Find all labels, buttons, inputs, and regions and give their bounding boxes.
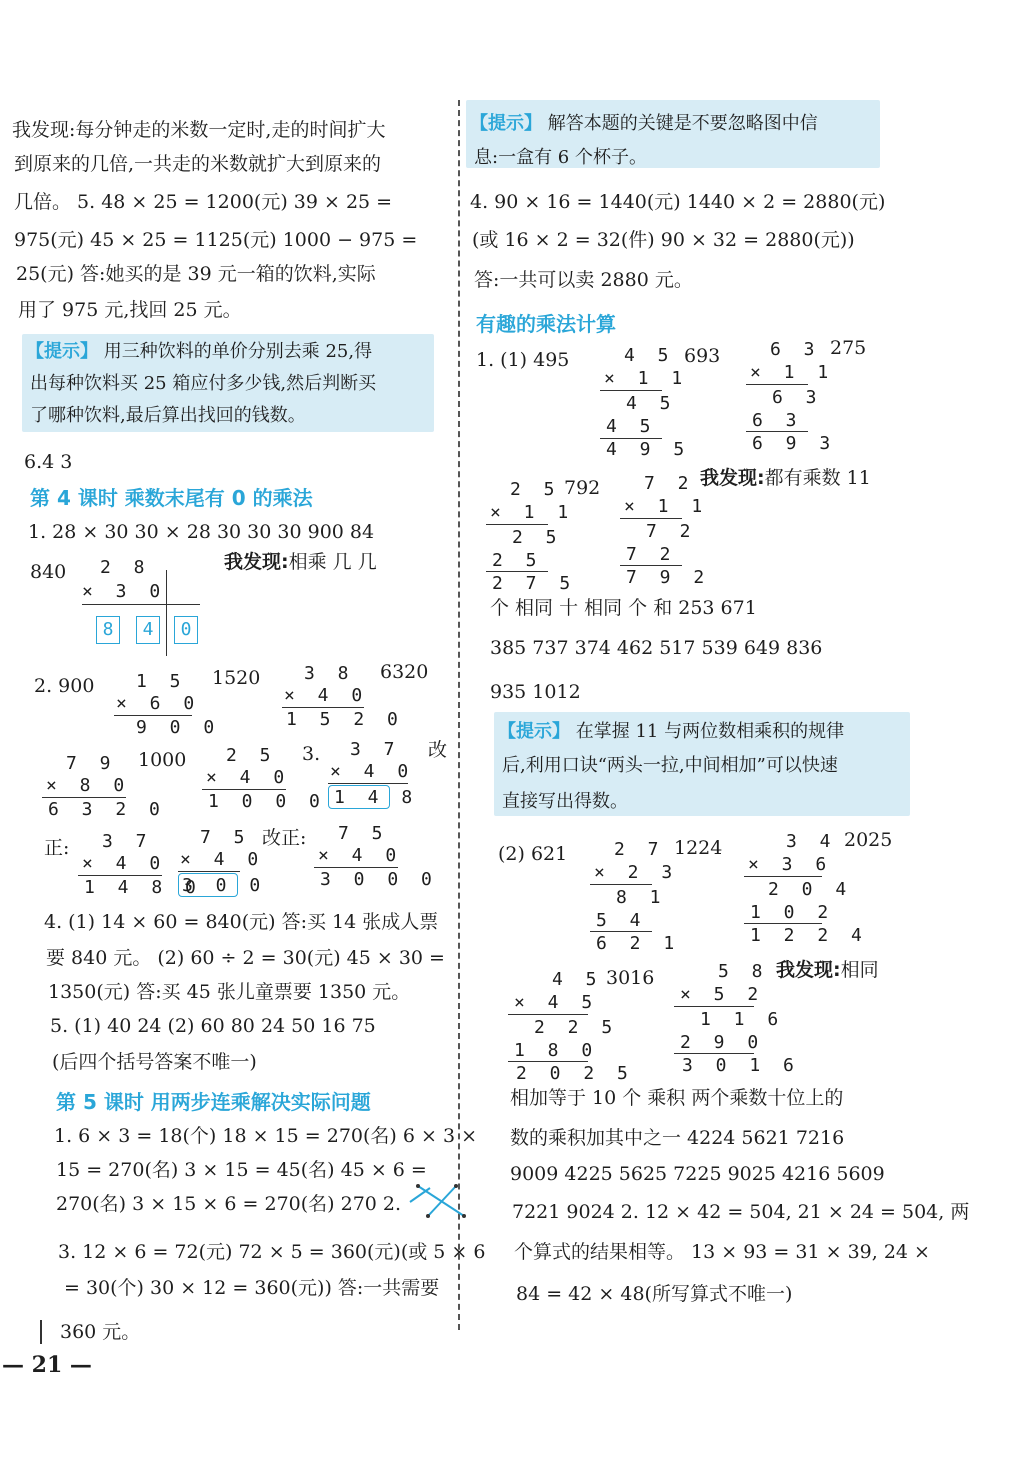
answer-line: 275 — [830, 337, 867, 359]
calc-rule — [486, 524, 548, 525]
vertical-calc: 7 5 — [200, 827, 251, 848]
vertical-calc: 6 3 — [752, 410, 803, 431]
vertical-calc: 1 4 8 0 — [84, 877, 202, 898]
vertical-calc: 3 0 0 — [182, 875, 267, 896]
digit-box: 8 — [96, 616, 120, 644]
vertical-calc: × 4 0 — [82, 853, 167, 874]
question-number: 3. — [302, 743, 321, 765]
page-number: — 21 — — [2, 1352, 92, 1378]
vertical-calc: 6 2 1 — [596, 933, 681, 954]
calc-rule — [600, 390, 662, 391]
text-line: 到原来的几倍,一共走的米数就扩大到原来的 — [14, 153, 382, 175]
vertical-calc: 7 9 — [66, 753, 117, 774]
answer-line: 385 737 374 462 517 539 649 836 — [490, 637, 823, 659]
section-title: 第 5 课时 用两步连乘解决实际问题 — [56, 1090, 371, 1114]
answer-line: 要 840 元。 (2) 60 ÷ 2 = 30(元) 45 × 30 = — [46, 947, 445, 969]
vertical-calc: 1 0 0 0 — [208, 791, 326, 812]
vertical-calc: 3 0 0 0 — [320, 869, 438, 890]
vertical-calc: 5 8 — [718, 961, 769, 982]
vertical-calc: 4 5 — [552, 969, 603, 990]
answer-line: 相加等于 10 个 乘积 两个乘数十位上的 — [510, 1087, 844, 1109]
vertical-calc: 9 0 0 — [136, 717, 221, 738]
answer-line: (后四个括号答案不唯一) — [52, 1051, 257, 1073]
hint-tag: 【提示】 — [26, 341, 98, 362]
answer-line: 792 — [564, 477, 601, 499]
vertical-calc: × 1 1 — [750, 362, 835, 383]
vertical-calc: 3 7 — [102, 831, 153, 852]
finding-text: 相同 — [840, 959, 879, 981]
hint-text: 在掌握 11 与两位数相乘积的规律 — [570, 721, 845, 742]
hint-tag: 【提示】 — [498, 721, 570, 742]
vertical-calc: 7 5 — [338, 823, 389, 844]
vertical-calc: 1 5 — [136, 671, 187, 692]
answer-line: 270(名) 3 × 15 × 6 = 270(名) 270 2. — [56, 1193, 402, 1215]
vertical-calc: 2 5 — [512, 527, 563, 548]
vertical-calc: 1 1 6 — [700, 1009, 785, 1030]
answer-line: 4. (1) 14 × 60 = 840(元) 答:买 14 张成人票 — [44, 911, 439, 933]
vertical-calc: × 3 6 — [748, 854, 833, 875]
vertical-calc: 6 9 3 — [752, 433, 837, 454]
vertical-calc: 2 5 — [226, 745, 277, 766]
vertical-calc: 2 5 — [492, 550, 543, 571]
hint-line: 息:一盒有 6 个杯子。 — [474, 147, 647, 168]
answer-line: = 30(个) 30 × 12 = 360(元)) 答:一共需要 — [64, 1277, 440, 1299]
digit-box: 0 — [174, 616, 198, 644]
answer-line: 935 1012 — [490, 681, 581, 703]
answer-line: 改 — [428, 739, 448, 761]
vertical-calc: 2 8 — [100, 557, 151, 578]
answer-line: 693 — [684, 345, 721, 367]
calc-rule — [508, 1014, 588, 1015]
answer-line: 1350(元) 答:买 45 张儿童票要 1350 元。 — [48, 981, 411, 1003]
hint-tag: 【提示】 — [470, 113, 542, 134]
answer-line: 答:一共可以卖 2880 元。 — [474, 269, 693, 291]
answer-line: 3. 12 × 6 = 72(元) 72 × 5 = 360(元)(或 5 × 6 — [58, 1241, 486, 1263]
vertical-calc: 2 2 5 — [534, 1017, 619, 1038]
answer-line: 个算式的结果相等。 13 × 93 = 31 × 39, 24 × — [514, 1241, 930, 1263]
vertical-calc: 3 7 — [350, 739, 401, 760]
text-line: 我发现:每分钟走的米数一定时,走的时间扩大 — [12, 119, 386, 141]
calc-rule — [620, 518, 682, 519]
vertical-calc: 2 7 — [614, 839, 665, 860]
finding-label: 我发现: — [700, 467, 765, 489]
vertical-calc: 2 0 4 — [768, 879, 853, 900]
text-line: 975(元) 45 × 25 = 1125(元) 1000 − 975 = — [14, 229, 418, 251]
hint-line — [498, 720, 844, 744]
text-line: 几倍。 5. 48 × 25 = 1200(元) 39 × 25 = — [14, 191, 393, 213]
vertical-calc: 3 0 1 6 — [682, 1055, 800, 1076]
vertical-calc: 3 4 — [786, 831, 837, 852]
answer-line: 1520 — [212, 667, 261, 689]
text-line: 25(元) 答:她买的是 39 元一箱的饮料,实际 — [16, 263, 376, 285]
vertical-calc: × 2 3 — [594, 862, 679, 883]
vertical-calc: 7 2 — [644, 473, 695, 494]
vertical-calc: 6 3 — [770, 339, 821, 360]
answer-line: 个 相同 十 相同 个 和 253 671 — [490, 597, 757, 619]
hint-text: 解答本题的关键是不要忽略图中信 — [542, 113, 818, 134]
vertical-calc: × 4 0 — [180, 849, 265, 870]
answer-line: 6.4 3 — [24, 451, 73, 473]
vertical-calc: × 8 0 — [46, 775, 131, 796]
calc-rule — [166, 570, 167, 656]
hint-box — [22, 334, 434, 432]
vertical-calc: 4 5 — [624, 345, 675, 366]
finding-text: 都有乘数 11 — [764, 467, 871, 489]
vertical-calc: 4 5 — [606, 416, 657, 437]
calc-rule — [178, 871, 240, 872]
hint-line — [470, 112, 818, 136]
finding — [776, 958, 879, 982]
vertical-calc: × 1 1 — [604, 368, 689, 389]
answer-line: (或 16 × 2 = 32(件) 90 × 32 = 2880(元)) — [472, 229, 855, 251]
section-title: 有趣的乘法计算 — [476, 312, 616, 336]
answer-line: 84 = 42 × 48(所写算式不唯一) — [516, 1283, 793, 1305]
digit-box: 4 — [136, 616, 160, 644]
calc-rule — [744, 876, 822, 877]
answer-line: 1000 — [138, 749, 187, 771]
answer-line: 1224 — [674, 837, 723, 859]
matching-lines-icon — [404, 1180, 468, 1224]
vertical-calc: 7 2 — [626, 544, 677, 565]
finding-text: 相乘 几 几 — [288, 551, 377, 573]
vertical-calc: × 6 0 — [116, 693, 201, 714]
finding-label: 我发现: — [224, 551, 289, 573]
hint-box — [494, 712, 910, 816]
vertical-calc: 2 5 — [510, 479, 561, 500]
vertical-calc: 7 2 — [646, 521, 697, 542]
answer-line: 5. (1) 40 24 (2) 60 80 24 50 16 75 — [50, 1015, 376, 1037]
calc-rule — [746, 384, 808, 385]
answer-line: 360 元。 — [60, 1321, 141, 1343]
vertical-calc: × 4 0 — [284, 685, 369, 706]
finding-label: 我发现: — [776, 959, 841, 981]
vertical-calc: 2 0 2 5 — [516, 1063, 634, 1084]
vertical-calc: 2 9 0 — [680, 1032, 765, 1053]
answer-line: 2. 900 — [34, 675, 95, 697]
vertical-calc: × 3 0 — [82, 581, 167, 602]
hint-line: 了哪种饮料,最后算出找回的钱数。 — [30, 405, 306, 426]
answer-line: 6320 — [380, 661, 429, 683]
hint-text: 用三种饮料的单价分别去乘 25,得 — [98, 341, 373, 362]
vertical-calc: 4 9 5 — [606, 439, 691, 460]
vertical-calc: 6 3 2 0 — [48, 799, 166, 820]
answer-line: 改正: — [262, 827, 307, 849]
finding — [224, 550, 377, 574]
answer-line: (2) 621 — [498, 843, 568, 865]
calc-rule — [328, 783, 408, 784]
vertical-calc: 1 8 0 — [514, 1040, 599, 1061]
vertical-calc: × 4 0 — [318, 845, 403, 866]
hint-line: 后,利用口诀“两头一拉,中间相加”可以快速 — [502, 755, 838, 776]
section-title: 第 4 课时 乘数末尾有 0 的乘法 — [30, 486, 313, 510]
answer-line: 正: — [44, 837, 70, 859]
vertical-calc: × 1 1 — [490, 502, 575, 523]
margin-rule — [40, 1320, 42, 1344]
vertical-calc: 2 7 5 — [492, 573, 577, 594]
calc-rule — [674, 1006, 754, 1007]
vertical-calc: 5 4 — [596, 910, 647, 931]
answer-line: 1. 28 × 30 30 × 28 30 30 30 900 84 — [28, 521, 375, 543]
hint-line: 出每种饮料买 25 箱应付多少钱,然后判断买 — [30, 373, 377, 394]
vertical-calc: 1 4 8 — [334, 787, 419, 808]
answer-line: 15 = 270(名) 3 × 15 = 45(名) 45 × 6 = — [56, 1159, 427, 1181]
answer-line: 4. 90 × 16 = 1440(元) 1440 × 2 = 2880(元) — [470, 191, 886, 213]
hint-box — [466, 100, 880, 168]
vertical-calc: × 4 0 — [206, 767, 291, 788]
answer-line: 2025 — [844, 829, 893, 851]
answer-line: 数的乘积加其中之一 4224 5621 7216 — [510, 1127, 845, 1149]
vertical-calc: 1 2 2 4 — [750, 925, 868, 946]
vertical-calc: × 4 5 — [514, 992, 599, 1013]
vertical-calc: 1 0 2 — [750, 902, 835, 923]
calc-rule — [590, 884, 652, 885]
vertical-calc: 3 8 — [304, 663, 355, 684]
vertical-calc: × 5 2 — [680, 984, 765, 1005]
answer-line: 7221 9024 2. 12 × 42 = 504, 21 × 24 = 504, 两 — [512, 1201, 970, 1223]
finding — [700, 466, 871, 490]
vertical-calc: 7 9 2 — [626, 567, 711, 588]
vertical-calc: 8 1 — [616, 887, 667, 908]
answer-line: 840 — [30, 561, 67, 583]
hint-line: 直接写出得数。 — [502, 791, 628, 812]
vertical-calc: × 4 0 — [330, 761, 415, 782]
text-line: 用了 975 元,找回 25 元。 — [18, 299, 242, 321]
hint-line — [26, 340, 372, 364]
answer-line: 1. (1) 495 — [476, 349, 570, 371]
vertical-calc: 1 5 2 0 — [286, 709, 404, 730]
calc-rule — [82, 604, 200, 605]
vertical-calc: 6 3 — [772, 387, 823, 408]
answer-line: 3016 — [606, 967, 655, 989]
vertical-calc: × 1 1 — [624, 496, 709, 517]
answer-line: 1. 6 × 3 = 18(个) 18 × 15 = 270(名) 6 × 3 × — [54, 1125, 478, 1147]
answer-line: 9009 4225 5625 7225 9025 4216 5609 — [510, 1163, 885, 1185]
vertical-calc: 4 5 — [626, 393, 677, 414]
